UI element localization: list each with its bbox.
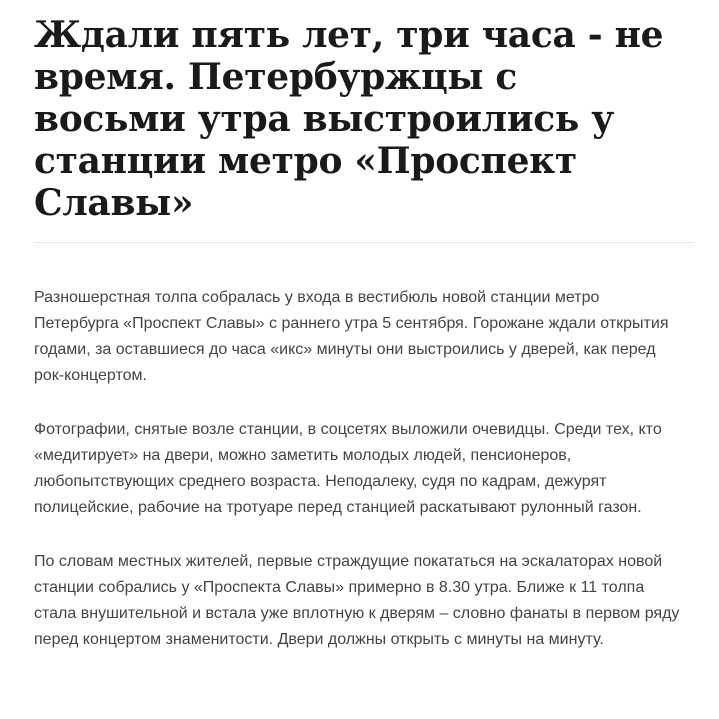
article-paragraph: Фотографии, снятые возле станции, в соцсетях выложили очевидцы. Среди тех, кто «медитирует» на двери, можно заметить молодых людей, пенсионеров, любопытствующих среднего возраста. Неподалеку, судя по кадрам, дежурят полицейские, рабочие на тротуаре перед станцией раскатывают рулонный газон. bbox=[34, 421, 662, 516]
title-divider bbox=[34, 242, 694, 243]
article-paragraph: По словам местных жителей, первые страждущие покататься на эскалаторах новой станции собрались у «Проспекта Славы» примерно в 8.30 утра. Ближе к 11 толпа стала внушительной и встала уже вплотную к дверям – словно фанаты в первом ряду перед концертом знаменитости. Двери должны открыть с минуты на минуту. bbox=[34, 553, 680, 648]
article-paragraph: Разношерстная толпа собралась у входа в вестибюль новой станции метро Петербурга «Проспект Славы» с раннего утра 5 сентября. Горожане ждали открытия годами, за оставшиеся до часа «икс» минуты они выстроились у дверей, как перед рок-концертом. bbox=[34, 289, 669, 384]
article bbox=[34, 14, 694, 681]
article-title: Ждали пять лет, три часа - не время. Петербуржцы с восьми утра выстроились у станции метро «Проспект Славы» bbox=[34, 14, 664, 224]
article-body bbox=[34, 285, 694, 653]
